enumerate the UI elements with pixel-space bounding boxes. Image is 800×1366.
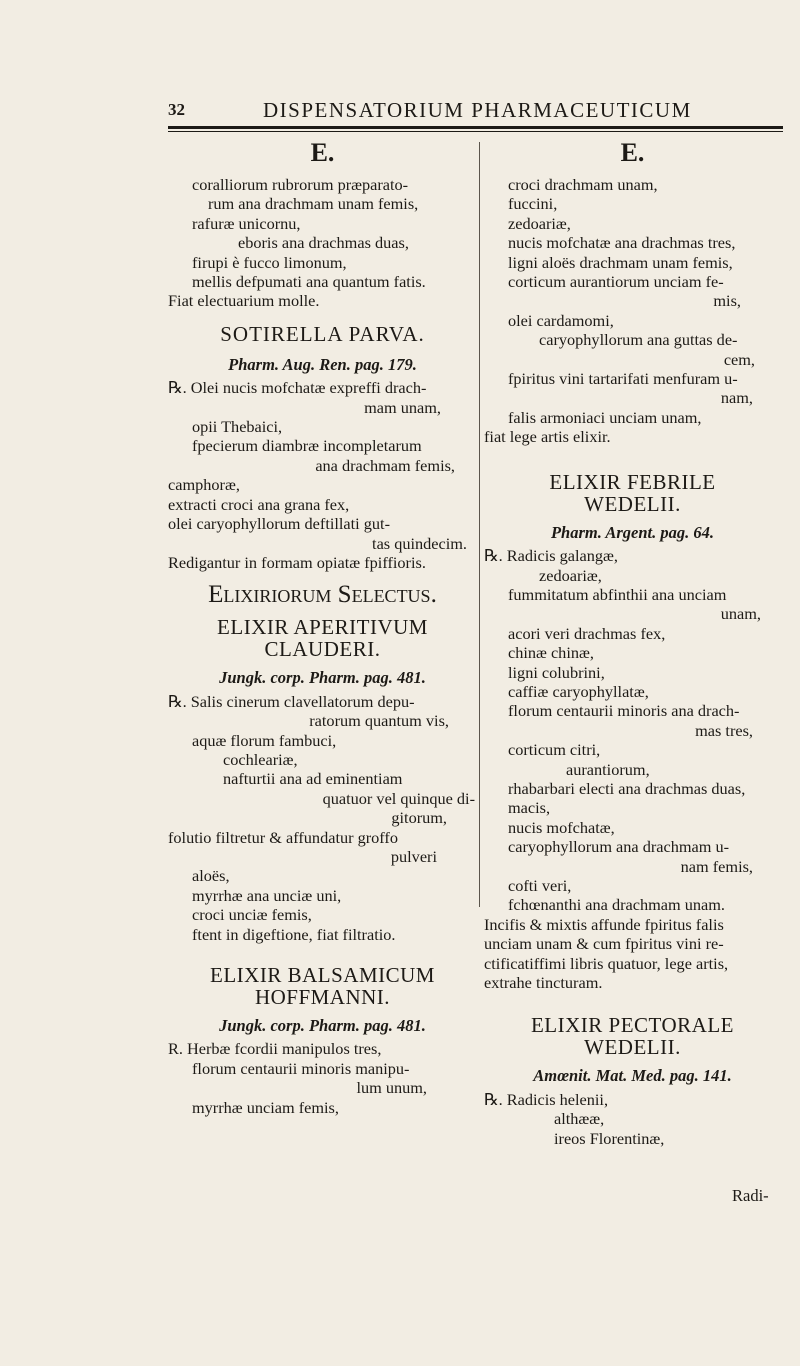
right-column bbox=[484, 138, 781, 1148]
text-line: R. Herbæ fcordii manipulos tres, bbox=[168, 1039, 382, 1059]
recipe-heading: SOTIRELLA PARVA. bbox=[220, 321, 425, 346]
heading-line: ELIXIR FEBRILE bbox=[549, 469, 716, 494]
source-reference: Amœnit. Mat. Med. pag. 141. bbox=[533, 1066, 732, 1086]
text-line: aurantiorum, bbox=[566, 759, 650, 779]
text-line: florum centaurii minoris ana drach- bbox=[508, 701, 740, 721]
text-line: ftent in digeftione, fiat filtratio. bbox=[192, 924, 396, 944]
text-line: fchœnanthi ana drachmam unam. bbox=[508, 895, 725, 915]
text-line: quatuor vel quinque di- bbox=[322, 788, 475, 808]
text-line: ℞. Olei nucis mofchatæ expreffi drach- bbox=[168, 378, 427, 398]
text-line: ctificatiffimi libris quatuor, lege artis, bbox=[484, 953, 729, 973]
text-line: mis, bbox=[713, 291, 741, 311]
text-line: ireos Florentinæ, bbox=[554, 1128, 665, 1148]
page-header bbox=[168, 98, 783, 128]
text-line: cofti veri, bbox=[508, 876, 572, 895]
section-heading: Elixiriorum Selectus. bbox=[208, 581, 437, 609]
guide-letter: E. bbox=[620, 138, 645, 167]
text-line: Fiat electuarium molle. bbox=[168, 291, 320, 311]
text-line: extracti croci ana grana fex, bbox=[168, 494, 350, 514]
running-title: DISPENSATORIUM PHARMACEUTICUM bbox=[263, 98, 692, 122]
recipe-heading bbox=[168, 964, 477, 1008]
text-line: macis, bbox=[508, 798, 551, 818]
text-line: ℞. Salis cinerum clavellatorum depu- bbox=[168, 691, 415, 711]
text-line: nam femis, bbox=[680, 856, 753, 876]
text-line: mam unam, bbox=[364, 397, 441, 417]
text-line: fuccini, bbox=[508, 194, 558, 214]
text-line: nam, bbox=[720, 388, 753, 408]
text-line: Incifis & mixtis affunde fpiritus falis bbox=[484, 914, 724, 934]
header-rule bbox=[168, 126, 783, 129]
text-line: fiat lege artis elixir. bbox=[484, 427, 611, 447]
heading-line: WEDELII. bbox=[584, 1035, 681, 1060]
text-line: nucis mofchatæ, bbox=[508, 817, 615, 837]
text-line: olei cardamomi, bbox=[508, 310, 614, 330]
text-line: aloës, bbox=[192, 866, 230, 886]
text-line: unciam unam & cum fpiritus vini re- bbox=[484, 934, 724, 954]
text-line: pulveri bbox=[390, 846, 437, 866]
text-line: corticum citri, bbox=[508, 740, 601, 760]
text-line: ℞. Radicis helenii, bbox=[484, 1089, 609, 1109]
recipe-heading bbox=[484, 471, 781, 515]
text-line: rafuræ unicornu, bbox=[192, 213, 301, 233]
text-line: florum centaurii minoris manipu- bbox=[192, 1058, 410, 1078]
text-line: olei caryophyllorum deftillati gut- bbox=[168, 514, 390, 534]
text-line: nucis mofchatæ ana drachmas tres, bbox=[508, 233, 736, 253]
text-line: acori veri drachmas fex, bbox=[508, 623, 666, 643]
recipe-heading bbox=[168, 616, 477, 660]
recipe-heading bbox=[484, 1014, 781, 1058]
header-rule-thin bbox=[168, 131, 783, 132]
text-line: cem, bbox=[723, 349, 755, 369]
text-line: ratorum quantum vis, bbox=[309, 711, 449, 731]
text-line: gitorum, bbox=[391, 808, 447, 828]
text-line: mas tres, bbox=[695, 720, 753, 740]
heading-line: ELIXIR PECTORALE bbox=[530, 1013, 735, 1038]
left-column bbox=[168, 138, 477, 1117]
text-line: althææ, bbox=[554, 1109, 605, 1129]
text-line: zedoariæ, bbox=[539, 565, 602, 585]
text-line: rhabarbari electi ana drachmas duas, bbox=[508, 778, 746, 798]
text-line: fummitatum abfinthii ana unciam bbox=[508, 584, 727, 604]
text-line: myrrhæ ana unciæ uni, bbox=[192, 885, 342, 905]
source-reference: Jungk. corp. Pharm. pag. 481. bbox=[219, 668, 426, 688]
heading-line: ELIXIR BALSAMICUM bbox=[210, 963, 435, 987]
text-line: caryophyllorum ana guttas de- bbox=[539, 330, 738, 350]
source-reference: Pharm. Aug. Ren. pag. 179. bbox=[228, 354, 417, 374]
text-line: unam, bbox=[720, 604, 761, 624]
column-divider bbox=[479, 142, 480, 907]
catchword: Radi- bbox=[732, 1186, 769, 1205]
text-line: caffiæ caryophyllatæ, bbox=[508, 681, 649, 701]
text-line: rum ana drachmam unam femis, bbox=[208, 194, 419, 214]
text-line: tas quindecim. bbox=[372, 533, 467, 553]
text-line: aquæ florum fambuci, bbox=[192, 730, 337, 750]
text-line: firupi è fucco limonum, bbox=[192, 252, 347, 272]
text-line: cochleariæ, bbox=[223, 749, 298, 769]
heading-line: WEDELII. bbox=[584, 491, 681, 516]
text-line: extrahe tincturam. bbox=[484, 973, 603, 993]
page-number: 32 bbox=[168, 100, 185, 119]
text-line: eboris ana drachmas duas, bbox=[238, 233, 409, 253]
text-line: fpiritus vini tartarifati menfuram u- bbox=[508, 369, 738, 389]
text-line: camphoræ, bbox=[168, 475, 240, 495]
source-reference: Pharm. Argent. pag. 64. bbox=[550, 522, 715, 542]
text-line: nafturtii ana ad eminentiam bbox=[223, 769, 403, 789]
text-line: caryophyllorum ana drachmam u- bbox=[508, 837, 730, 857]
heading-line: HOFFMANNI. bbox=[254, 985, 391, 1009]
heading-line: CLAUDERI. bbox=[264, 637, 381, 662]
text-line: corticum aurantiorum unciam fe- bbox=[508, 272, 724, 292]
text-line: croci unciæ femis, bbox=[192, 905, 312, 925]
text-line: folutio filtretur & affundatur groffo bbox=[168, 827, 398, 847]
text-line: coralliorum rubrorum præparato- bbox=[192, 175, 409, 194]
text-line: Redigantur in formam opiatæ fpiffioris. bbox=[168, 552, 426, 572]
text-line: ana drachmam femis, bbox=[315, 455, 455, 475]
text-line: myrrhæ unciam femis, bbox=[192, 1097, 339, 1117]
text-line: fpecierum diambræ incompletarum bbox=[192, 436, 422, 456]
text-line: ligni colubrini, bbox=[508, 662, 605, 682]
text-line: mellis defpumati ana quantum fatis. bbox=[192, 272, 426, 292]
source-reference: Jungk. corp. Pharm. pag. 481. bbox=[219, 1016, 426, 1035]
text-line: opii Thebaici, bbox=[192, 417, 283, 437]
text-line: chinæ chinæ, bbox=[508, 643, 594, 663]
text-line: ligni aloës drachmam unam femis, bbox=[508, 252, 733, 272]
text-line: croci drachmam unam, bbox=[508, 175, 658, 194]
guide-letter: E. bbox=[310, 138, 335, 167]
text-line: ℞. Radicis galangæ, bbox=[484, 546, 618, 566]
heading-line: ELIXIR APERITIVUM bbox=[217, 615, 428, 640]
text-line: falis armoniaci unciam unam, bbox=[508, 407, 702, 427]
text-line: zedoariæ, bbox=[508, 213, 571, 233]
text-line: lum unum, bbox=[356, 1078, 427, 1098]
